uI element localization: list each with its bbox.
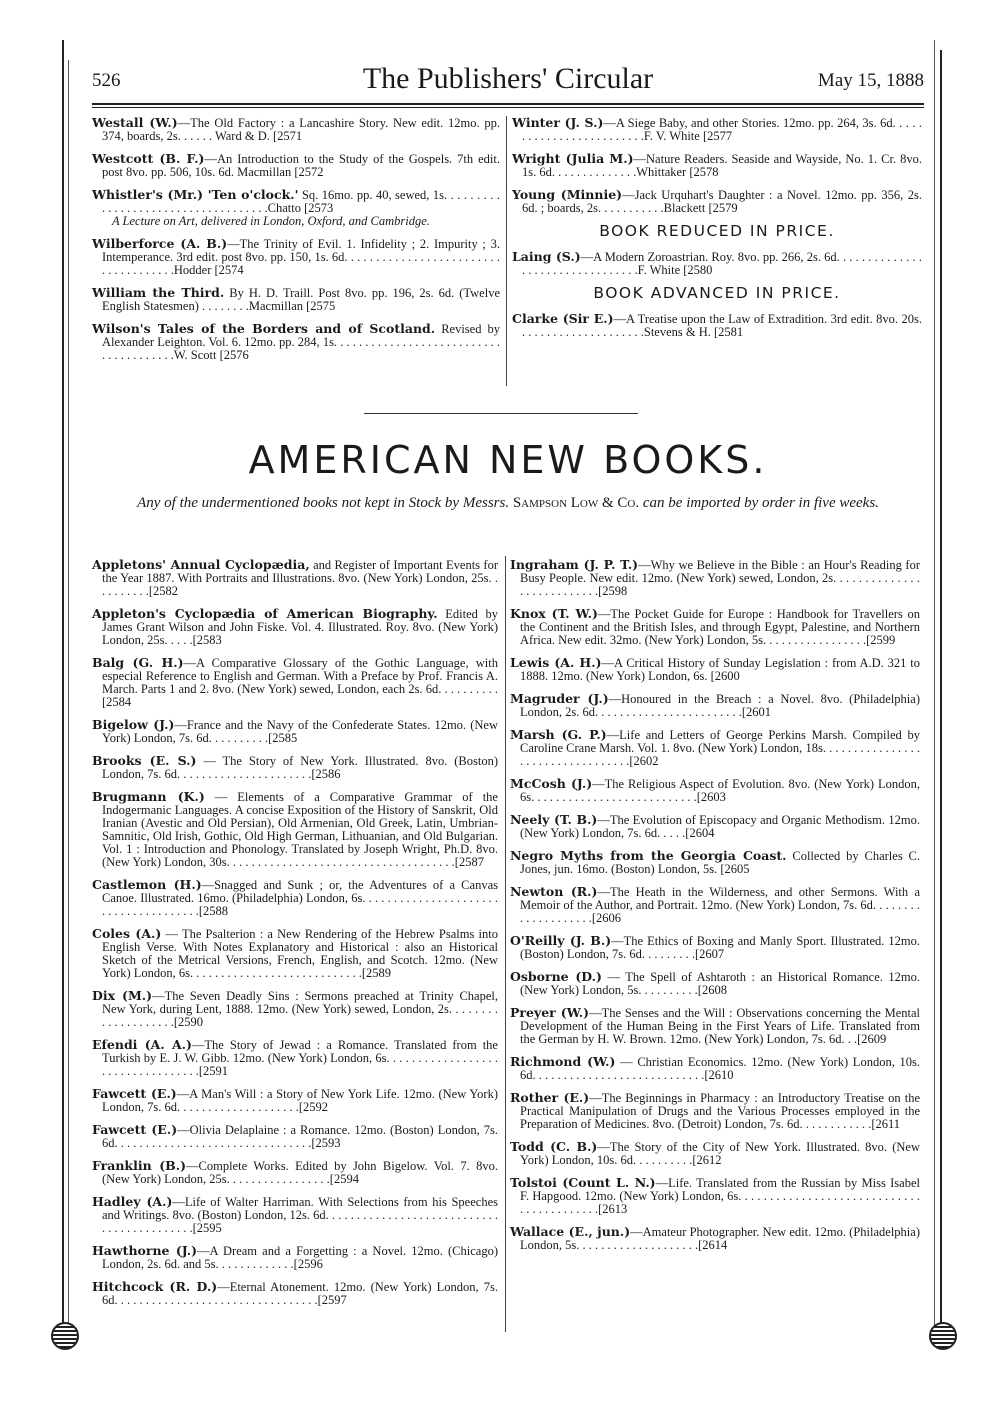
book-details: —Snagged and Sunk ; or, the Adventures of a Canvas Canoe. Illustrated. 16mo. (Philadelphia) London, 6s. . . . . . . . . . . . . . . . . . . . . . . . . . . . . . . . . . . . . .[2588 xyxy=(102,878,498,918)
book-entry xyxy=(92,1280,498,1307)
book-author: Laing (S.) xyxy=(512,249,581,264)
book-details: Collected by Charles C. Jones, jun. 16mo. (Boston) London, 5s. [2605 xyxy=(520,849,920,876)
book-entry xyxy=(512,152,922,179)
book-details: —Olivia Delaplaine : a Romance. 12mo. (Boston) London, 7s. 6d. . . . . . . . . . . . . . . . . . . . . . . . . . . . . . . .[2593 xyxy=(102,1123,498,1150)
book-author: Bigelow (J.) xyxy=(92,717,175,732)
book-author: O'Reilly (J. B.) xyxy=(510,933,612,948)
corner-ornament-right xyxy=(929,1322,957,1350)
book-author: Coles (A.) xyxy=(92,926,162,941)
book-details: — Elements of a Comparative Grammar of the Indogermanic Languages. A concise Exposition of the History of Sanskrit, Old Iranian (Avestic and Old Persian), Old Armenian, Old Greek, Latin, Umbrian-Samnitic, Old Irish, Gothic, Old High German, Lithuanian, and Old Bulgarian. Vol. 1 : Introduction and Phonology. Translated by Joseph Wright, Ph.D. 8vo. (New York) London, 30s. . . . . . . . . . . . . . . . . . . . . . . . . . . . . . . . . . . . .[2587 xyxy=(102,790,498,869)
book-details: —An Introduction to the Study of the Gospels. 7th edit. post 8vo. pp. 506, 10s. 6d. Macmillan [2572 xyxy=(102,152,501,179)
book-author: Fawcett (E.) xyxy=(92,1122,178,1137)
book-entry xyxy=(512,250,922,277)
book-details: —A Man's Will : a Story of New York Life. 12mo. (New York) London, 7s. 6d. . . . . . . . . . . . . . . . . . . .[2592 xyxy=(102,1087,498,1114)
header-rule xyxy=(92,103,924,105)
book-entry xyxy=(510,1091,920,1131)
book-author: William the Third. xyxy=(92,285,225,300)
section-heading-reduced: BOOK REDUCED IN PRICE. xyxy=(599,222,835,240)
column-divider-bottom xyxy=(505,556,506,1332)
book-author: Richmond (W.) xyxy=(510,1054,616,1069)
book-entry xyxy=(92,656,498,709)
american-new-books-title: AMERICAN NEW BOOKS. xyxy=(248,438,768,482)
book-author: Knox (T. W.) xyxy=(510,606,598,621)
book-entry xyxy=(510,849,920,876)
book-entry xyxy=(92,607,498,647)
book-subtitle: A Lecture on Art, delivered in London, Oxford, and Cambridge. xyxy=(112,214,430,228)
import-notice xyxy=(110,492,906,514)
book-details: —Nature Readers. Seaside and Wayside, No. 1. Cr. 8vo. 1s. 6d. . . . . . . . . . . . . .Whittaker [2578 xyxy=(522,152,923,179)
american-left-column xyxy=(92,558,498,1316)
page-frame-left-inner-rule xyxy=(68,60,69,1340)
book-author: Efendi (A. A.) xyxy=(92,1037,192,1052)
book-entry xyxy=(92,558,498,598)
book-details: By H. D. Traill. Post 8vo. pp. 196, 2s. 6d. (Twelve English Statesmen) . . . . . . . .Macmillan [2575 xyxy=(102,286,500,313)
book-author: Wright (Julia M.) xyxy=(512,151,634,166)
book-entry xyxy=(92,1087,498,1114)
book-author: Franklin (B.) xyxy=(92,1158,187,1173)
book-entry xyxy=(510,692,920,719)
book-entry xyxy=(510,1225,920,1252)
book-entry xyxy=(512,116,922,143)
book-author: Magruder (J.) xyxy=(510,691,609,706)
notice-firm-name: Sampson Low & Co. xyxy=(512,495,640,511)
book-author: McCosh (J.) xyxy=(510,776,593,791)
book-author: Hadley (A.) xyxy=(92,1194,173,1209)
book-entry xyxy=(92,188,500,228)
page-frame-right-inner-rule xyxy=(934,40,935,1340)
book-author: Winter (J. S.) xyxy=(512,115,604,130)
book-author: Whistler's (Mr.) 'Ten o'clock.' xyxy=(92,187,299,202)
notice-text-part2: can be imported by order in five weeks. xyxy=(642,495,879,511)
page-frame-left-rule xyxy=(62,40,64,1340)
book-details: —Eternal Atonement. 12mo. (New York) London, 7s. 6d. . . . . . . . . . . . . . . . . . . . . . . . . . . . . . . . .[2597 xyxy=(102,1280,498,1307)
book-details: —A Siege Baby, and other Stories. 12mo. pp. 264, 3s. 6d. . . . . . . . . . . . . . . . . . . . . . . . .F. V. White [2577 xyxy=(522,116,922,143)
book-details: —The Seven Deadly Sins : Sermons preached at Trinity Chapel, New York, during Lent, 1888. 12mo. (New York) sewed, London, 2s. . . . . . . . . . . . . . . . . . . .[2590 xyxy=(102,989,498,1029)
book-author: Balg (G. H.) xyxy=(92,655,184,670)
book-author: Newton (R.) xyxy=(510,884,598,899)
notice-text-part1: Any of the undermentioned books not kept in Stock by Messrs. xyxy=(137,495,510,511)
book-author: Lewis (A. H.) xyxy=(510,655,602,670)
book-details: —A Critical History of Sunday Legislation : from A.D. 321 to 1888. 12mo. (New York) London, 6s. [2600 xyxy=(520,656,920,683)
book-entry xyxy=(512,188,922,215)
page-header xyxy=(92,60,924,104)
book-details: —The Trinity of Evil. 1. Infidelity ; 2. Impurity ; 3. Intemperance. 3rd edit. post 8vo. pp. 150, 1s. 6d. . . . . . . . . . . . . . . . . . . . . . . . . . . . . . . . . . . . .Hodder [2574 xyxy=(102,237,500,277)
book-author: Neely (T. B.) xyxy=(510,812,598,827)
book-entry xyxy=(92,152,500,179)
book-author: Wallace (E., jun.) xyxy=(510,1224,631,1239)
book-entry xyxy=(92,1159,498,1186)
book-details: —The Pocket Guide for Europe : Handbook for Travellers on the Continent and the British Isles, and through Egypt, Palestine, and Northern Africa. New edit. 32mo. (New York) London, 5s. . . . . . . . . . . . . . . . .[2599 xyxy=(520,607,920,647)
book-details: —France and the Navy of the Confederate States. 12mo. (New York) London, 7s. 6d. . . . . . . . . .[2585 xyxy=(102,718,498,745)
book-entry xyxy=(510,934,920,961)
american-right-column xyxy=(510,558,920,1261)
book-details: —The Religious Aspect of Evolution. 8vo. (New York) London, 6s. . . . . . . . . . . . . . . . . . . . . . . . . . .[2603 xyxy=(520,777,920,804)
column-divider-top xyxy=(506,116,507,386)
book-entry xyxy=(510,1140,920,1167)
book-details: —The Story of Jewad : a Romance. Translated from the Turkish by E. J. W. Gibb. 12mo. (New York) London, 6s. . . . . . . . . . . . . . . . . . . . . . . . . . . . . . . . . .[2591 xyxy=(102,1038,498,1078)
book-entry xyxy=(510,607,920,647)
book-details: —Life. Translated from the Russian by Miss Isabel F. Hapgood. 12mo. (New York) London, 6s. . . . . . . . . . . . . . . . . . . . . . . . . . . . . . . . . . . . . . . . . .[2613 xyxy=(520,1176,920,1216)
book-details: —Jack Urquhart's Daughter : a Novel. 12mo. pp. 356, 2s. 6d. ; boards, 2s. . . . . . . . . . .Blackett [2579 xyxy=(522,188,923,215)
book-author: Hitchcock (R. D.) xyxy=(92,1279,218,1294)
book-details: —Honoured in the Breach : a Novel. 8vo. (Philadelphia) London, 2s. 6d. . . . . . . . . . . . . . . . . . . . . . . .[2601 xyxy=(520,692,920,719)
book-author: Rother (E.) xyxy=(510,1090,590,1105)
book-author: Todd (C. B.) xyxy=(510,1139,598,1154)
book-entry xyxy=(92,1195,498,1235)
book-author: Brugmann (K.) xyxy=(92,789,205,804)
book-entry xyxy=(92,322,500,362)
book-author: Osborne (D.) xyxy=(510,969,602,984)
book-author: Castlemon (H.) xyxy=(92,877,202,892)
book-author: Westcott (B. F.) xyxy=(92,151,205,166)
page-frame-right-rule xyxy=(940,50,942,1340)
book-author: Brooks (E. S.) xyxy=(92,753,197,768)
book-details: —The Old Factory : a Lancashire Story. New edit. 12mo. pp. 374, boards, 2s. . . . . . Ward & D. [2571 xyxy=(102,116,500,143)
book-details: —A Comparative Glossary of the Gothic Language, with especial Reference to English and German. With a Preface by Prof. Francis A. March. Parts 1 and 2. 8vo. (New York) sewed, London, each 2s. 6d. . . . . . . . . .[2584 xyxy=(102,656,498,709)
book-author: Dix (M.) xyxy=(92,988,153,1003)
book-details: —A Treatise upon the Law of Extradition. 3rd edit. 8vo. 20s. . . . . . . . . . . . . . . . . . . . .Stevens & H. [2581 xyxy=(522,312,923,339)
book-entry xyxy=(510,728,920,768)
section-separator-rule xyxy=(364,413,638,414)
book-details: — The Psalterion : a New Rendering of the Hebrew Psalms into English Verse. With Notes Explanatory and Historical : also an Historical Sketch of the Metrical Versions, French, English, and Scotch. 12mo. (New York) London, 6s. . . . . . . . . . . . . . . . . . . . . . . . . . . .[2589 xyxy=(102,927,498,980)
book-entry xyxy=(510,1176,920,1216)
reduced-price-entries xyxy=(512,250,922,277)
book-entry xyxy=(92,116,500,143)
book-details: —Amateur Photographer. New edit. 12mo. (Philadelphia) London, 5s. . . . . . . . . . . . . . . . . . . .[2614 xyxy=(520,1225,920,1252)
book-entry xyxy=(510,558,920,598)
book-details: —A Modern Zoroastrian. Roy. 8vo. pp. 266, 2s. 6d. . . . . . . . . . . . . . . . . . . . . . . . . . . . . . . . .F. White [2580 xyxy=(522,250,922,277)
book-author: Wilberforce (A. B.) xyxy=(92,236,228,251)
book-entry xyxy=(510,656,920,683)
book-entry xyxy=(92,237,500,277)
book-entry xyxy=(510,970,920,997)
book-details: —The Beginnings in Pharmacy : an Introductory Treatise on the Practical Manipulation of Drugs and the Various Processes employed in the Preparation of Medicines. 8vo. (Detroit) London, 7s. 6d. . . . . . . . . . . .[2611 xyxy=(520,1091,920,1131)
book-entry xyxy=(512,312,922,339)
book-entry xyxy=(510,885,920,925)
book-author: Young (Minnie) xyxy=(512,187,623,202)
book-entry xyxy=(92,927,498,980)
book-details: — Christian Economics. 12mo. (New York) London, 10s. 6d. . . . . . . . . . . . . . . . . . . . . . . . . . . .[2610 xyxy=(520,1055,921,1082)
book-author: Fawcett (E.) xyxy=(92,1086,177,1101)
header-rule-thin xyxy=(92,107,924,108)
book-author: Tolstoi (Count L. N.) xyxy=(510,1175,656,1190)
book-entry xyxy=(92,989,498,1029)
book-details: —Life of Walter Harriman. With Selections from his Speeches and Writings. 8vo. (Boston) London, 12s. 6d. . . . . . . . . . . . . . . . . . . . . . . . . . . . . . . . . . . . . . . . . . .[2595 xyxy=(102,1195,498,1235)
book-details: —A Dream and a Forgetting : a Novel. 12mo. (Chicago) London, 2s. 6d. and 5s. . . . . . . . . . . . .[2596 xyxy=(102,1244,498,1271)
book-author: Clarke (Sir E.) xyxy=(512,311,614,326)
book-details: Sq. 16mo. pp. 40, sewed, 1s. . . . . . . . . . . . . . . . . . . . . . . . . . . . . . . . . . . .Chatto [2573 xyxy=(102,188,500,215)
book-entry xyxy=(92,1123,498,1150)
book-details: —The Evolution of Episcopacy and Organic Methodism. 12mo. (New York) London, 7s. 6d. . . . .[2604 xyxy=(520,813,920,840)
top-right-column xyxy=(512,116,922,348)
book-author: Westall (W.) xyxy=(92,115,178,130)
top-left-column xyxy=(92,116,500,371)
book-entry xyxy=(510,1055,920,1082)
advanced-price-entries xyxy=(512,312,922,339)
book-entry xyxy=(510,1006,920,1046)
book-author: Appleton's Cyclopædia of American Biography. xyxy=(92,606,438,621)
book-details: —Life and Letters of George Perkins Marsh. Compiled by Caroline Crane Marsh. Vol. 1. 8vo. (New York) London, 18s. . . . . . . . . . . . . . . . . . . . . . . . . . . . . . . . . .[2602 xyxy=(520,728,920,768)
section-heading-advanced: BOOK ADVANCED IN PRICE. xyxy=(593,284,841,302)
book-author: Hawthorne (J.) xyxy=(92,1243,198,1258)
book-entry xyxy=(92,1038,498,1078)
book-details: Edited by James Grant Wilson and John Fiske. Vol. 4. Illustrated. Roy. 8vo. (New York) London, 25s. . . . .[2583 xyxy=(102,607,498,647)
book-author: Preyer (W.) xyxy=(510,1005,590,1020)
book-details: —The Ethics of Boxing and Manly Sport. Illustrated. 12mo. (Boston) London, 7s. 6d. . . . . . . . .[2607 xyxy=(520,934,920,961)
book-details: —Complete Works. Edited by John Bigelow. Vol. 7. 8vo. (New York) London, 25s. . . . . . . . . . . . . . . . .[2594 xyxy=(102,1159,498,1186)
page-number: 526 xyxy=(92,70,121,91)
book-details: —Why we Believe in the Bible : an Hour's Reading for Busy People. New edit. 12mo. (New York) sewed, London, 2s. . . . . . . . . . . . . . . . . . . . . . . . . . .[2598 xyxy=(520,558,920,598)
book-author: Appletons' Annual Cyclopædia, xyxy=(92,557,310,572)
book-details: —The Senses and the Will : Observations concerning the Mental Development of the Human Being in the First Years of Life. Translated from the German by H. W. Brown. 12mo. (New York) London, 7s. 6d. . .[2609 xyxy=(520,1006,920,1046)
corner-ornament-left xyxy=(51,1322,79,1350)
book-entry xyxy=(92,1244,498,1271)
book-entry xyxy=(510,777,920,804)
book-author: Marsh (G. P.) xyxy=(510,727,607,742)
book-details: and Register of Important Events for the Year 1887. With Portraits and Illustrations. 8vo. (New York) London, 25s. . . . . . . . . .[2582 xyxy=(102,558,498,598)
journal-title: The Publishers' Circular xyxy=(362,62,654,95)
top-right-entries xyxy=(512,116,922,215)
issue-date: May 15, 1888 xyxy=(817,70,924,91)
book-details: Revised by Alexander Leighton. Vol. 6. 12mo. pp. 284, 1s. . . . . . . . . . . . . . . . . . . . . . . . . . . . . . . . . . . . . . .W. Scott [2576 xyxy=(102,322,500,362)
book-details: —The Heath in the Wilderness, and other Sermons. With a Memoir of the Author, and Portrait. 12mo. (New York) London, 7s. 6d. . . . . . . . . . . . . . . . . . . .[2606 xyxy=(520,885,920,925)
book-entry xyxy=(92,286,500,313)
book-author: Negro Myths from the Georgia Coast. xyxy=(510,848,787,863)
book-author: Wilson's Tales of the Borders and of Scotland. xyxy=(92,321,436,336)
book-entry xyxy=(92,878,498,918)
book-entry xyxy=(510,813,920,840)
book-details: — The Story of New York. Illustrated. 8vo. (Boston) London, 7s. 6d. . . . . . . . . . . . . . . . . . . . . .[2586 xyxy=(102,754,498,781)
book-details: — The Spell of Ashtaroth : an Historical Romance. 12mo. (New York) London, 5s. . . . . . . . . .[2608 xyxy=(520,970,920,997)
book-entry xyxy=(92,790,498,869)
book-details: —The Story of the City of New York. Illustrated. 8vo. (New York) London, 10s. 6d. . . . . . . . . .[2612 xyxy=(520,1140,921,1167)
book-author: Ingraham (J. P. T.) xyxy=(510,557,639,572)
book-entry xyxy=(92,718,498,745)
book-entry xyxy=(92,754,498,781)
